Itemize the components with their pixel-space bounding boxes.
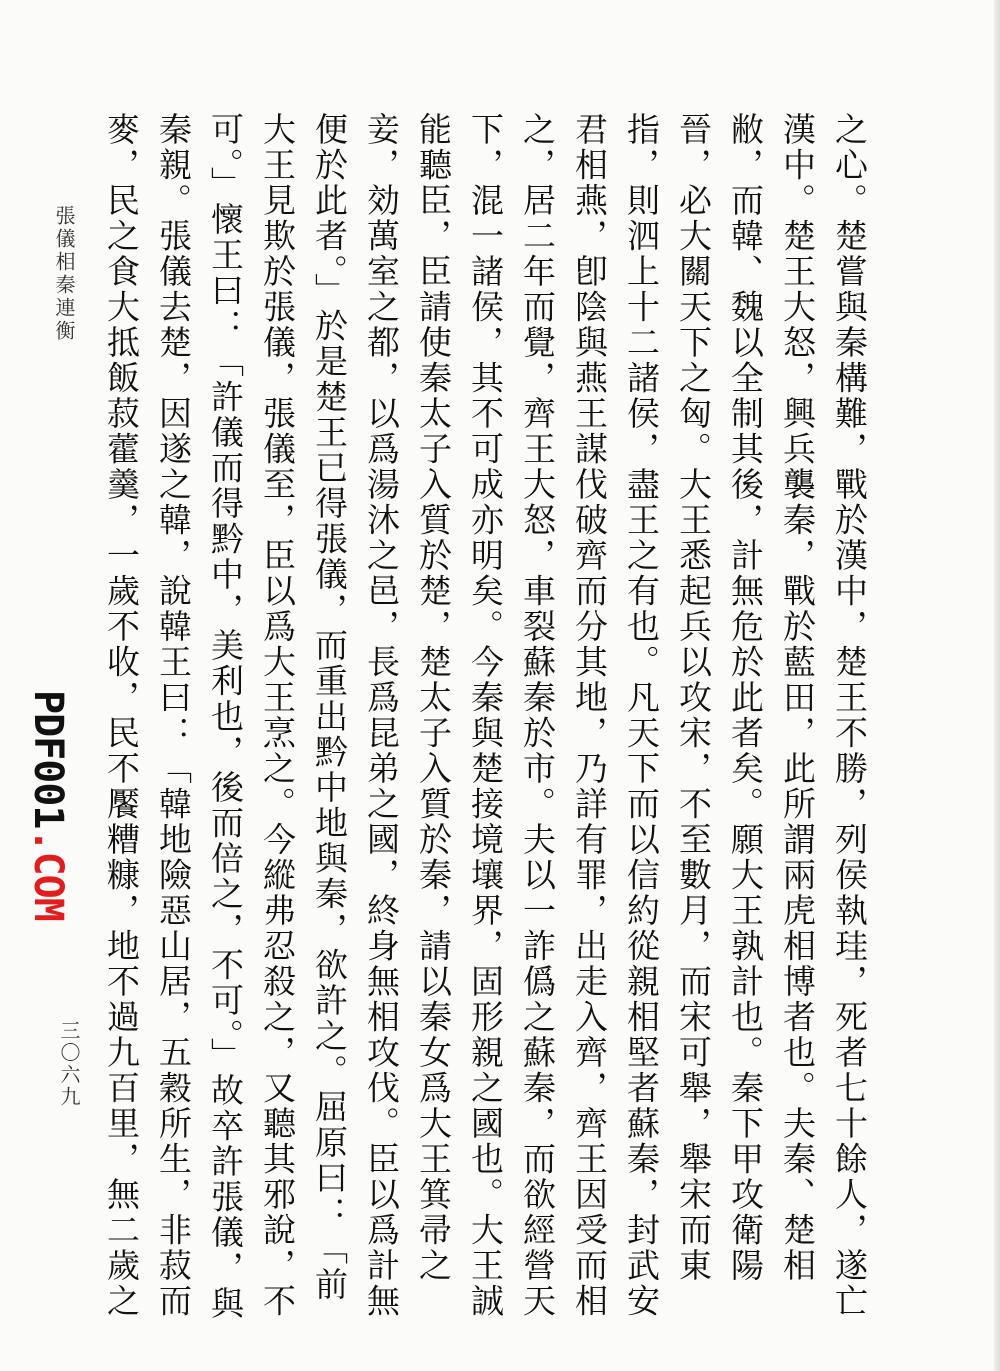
body-text: 之心。楚嘗與秦構難，戰於漢中，楚王不勝，列侯執珪，死者七十餘人，遂亡漢中。楚王大怒，興兵襲秦，戰於藍田，此所謂兩虎相博者也。夫秦、楚相敝，而韓、魏以全制其後，計無危於此者矣。願大王孰計也。秦下甲攻衛陽晉，必大關天下之匈。大王悉起兵以攻宋，不至數月，而宋可舉，舉宋而東指，則泗上十二諸侯，盡王之有也。凡天下而以信約從親相堅者蘇秦，封武安君相燕，卽陰與燕王謀伐破齊而分其地，乃詳有罪，出走入齊，齊王因受而相之，居二年而覺，齊王大怒，車裂蘇秦於市。夫以一詐僞之蘇秦，而欲經營天下，混一諸侯，其不可成亦明矣。今秦與楚接境壤界，固形親之國也。大王誠能聽臣，臣請使秦太子入質於楚，楚太子入質於秦，請以秦女爲大王箕帚之妾，効萬室之都，以爲湯沐之邑，長爲昆弟之國，終身無相攻伐。臣以爲計無便於此者。」於是楚王已得張儀，而重出黔中地與秦，欲許之。屈原曰：「前大王見欺於張儀，張儀至，臣以爲大王烹之。今縱弗忍殺之，又聽其邪說，不可。」懷王曰：「許儀而得黔中，美利也，後而倍之，不可。」故卒許張儀，與秦親。張儀去楚，因遂之韓，說韓王曰：「韓地險惡山居，五穀所生，非菽而麥，民之食大抵飯菽藿羹，一歲不收，民不饜糟糠，地不過九百里，無二歲之: [102, 112, 869, 1322]
watermark-logo: [20, 690, 75, 950]
scan-edge-shadow: [994, 0, 1000, 1371]
running-head: 張儀相秦連衡: [52, 205, 76, 343]
watermark-text-b: .COM: [25, 828, 71, 921]
watermark-text-a: PDF001: [25, 690, 71, 829]
page-number: 三〇六九: [57, 1020, 81, 1108]
